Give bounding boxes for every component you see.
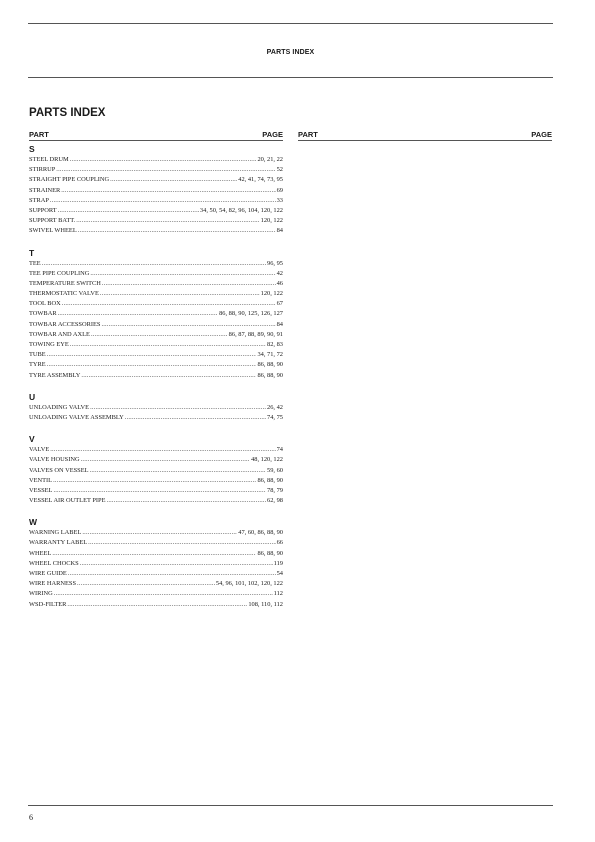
column-header-page: PAGE (262, 130, 283, 139)
index-section (29, 248, 283, 381)
part-name: VALVE HOUSING (29, 456, 80, 464)
section-letter: S (29, 144, 35, 154)
index-entry (29, 589, 283, 599)
page-number: 6 (29, 813, 33, 822)
page-references: 120, 122 (260, 217, 283, 225)
dot-leader (82, 528, 237, 538)
index-entry (29, 279, 283, 289)
part-name: TYRE ASSEMBLY (29, 371, 81, 379)
column-header-right (298, 129, 552, 141)
part-name: SWIVEL WHEEL (29, 227, 77, 235)
dot-leader (61, 186, 275, 196)
part-name: TOWBAR AND AXLE (29, 330, 90, 338)
index-entry (29, 299, 283, 309)
index-entry (29, 403, 283, 413)
part-name: VALVE (29, 446, 50, 454)
part-name: WIRING (29, 590, 53, 598)
dot-leader (110, 175, 237, 185)
part-name: VALVES ON VESSEL (29, 466, 89, 474)
dot-leader (58, 206, 199, 216)
part-name: STIRRUP (29, 166, 56, 174)
index-entry (29, 486, 283, 496)
index-entry (29, 445, 283, 455)
part-name: TEE PIPE COUPLING (29, 269, 90, 277)
part-name: TUBE (29, 351, 46, 359)
index-entry (29, 600, 283, 610)
page-references: 84 (276, 320, 283, 328)
page-references: 62, 98 (267, 497, 283, 505)
page-references: 108, 110, 112 (248, 600, 283, 608)
page-title: PARTS INDEX (29, 107, 106, 119)
dot-leader (50, 445, 275, 455)
page-references: 26, 42 (267, 403, 283, 411)
part-name: TOWBAR (29, 310, 57, 318)
dot-leader (58, 309, 219, 319)
dot-leader (62, 299, 276, 309)
page-references: 96, 95 (267, 259, 283, 267)
header-bottom-rule (28, 77, 553, 78)
index-entry (29, 455, 283, 465)
page-references: 82, 83 (267, 341, 283, 348)
index-entry (29, 269, 283, 279)
part-name: TYRE (29, 361, 46, 369)
index-section (29, 392, 283, 423)
part-name: WIRE GUIDE (29, 570, 67, 577)
page-references: 86, 88, 90, 125, 126, 127 (219, 310, 283, 318)
dot-leader (52, 549, 256, 559)
header-top-rule (28, 23, 553, 24)
index-entry (29, 466, 283, 476)
page-references: 86, 88, 90 (257, 361, 283, 369)
page-references: 86, 88, 90 (257, 371, 283, 379)
part-name: TEE (29, 259, 41, 267)
index-entry (29, 309, 283, 319)
part-name: WARNING LABEL (29, 529, 82, 537)
page-references: 59, 60 (267, 466, 283, 474)
dot-leader (54, 589, 273, 599)
part-name: WHEEL (29, 549, 52, 557)
index-entry (29, 350, 283, 360)
index-entry (29, 259, 283, 269)
section-letter: W (29, 517, 38, 528)
part-name: WHEEL CHOCKS (29, 559, 79, 567)
part-name: VESSEL (29, 486, 53, 494)
index-entry (29, 165, 283, 175)
index-entry (29, 413, 283, 423)
dot-leader (70, 340, 266, 350)
dot-leader (90, 403, 266, 413)
index-entry (29, 155, 283, 165)
page-references: 47, 60, 86, 88, 90 (238, 529, 283, 537)
column-header-part: PART (29, 130, 49, 139)
page-references: 20, 21, 22 (257, 156, 283, 163)
part-name: STRAIGHT PIPE COUPLING (29, 176, 110, 184)
dot-leader (47, 360, 257, 370)
dot-leader (80, 559, 273, 569)
index-section (29, 434, 283, 506)
page-references: 48, 120, 122 (251, 456, 283, 464)
page-references: 34, 50, 54, 82, 96, 104, 120, 122 (199, 206, 283, 214)
column-header-part: PART (298, 130, 318, 139)
page-references: 112 (273, 590, 283, 598)
column-header-page: PAGE (531, 130, 552, 139)
section-letter: T (29, 247, 35, 258)
index-entry (29, 340, 283, 350)
dot-leader (56, 165, 275, 175)
part-name: STRAINER (29, 186, 61, 194)
dot-leader (68, 569, 276, 579)
index-entry (29, 175, 283, 185)
section-letter: U (29, 391, 36, 402)
index-entry (29, 196, 283, 206)
part-name: THERMOSTATIC VALVE (29, 290, 99, 298)
page-references: 69 (276, 186, 283, 194)
page-references: 34, 71, 72 (257, 351, 283, 359)
parts-index-list (29, 144, 283, 621)
dot-leader (107, 496, 267, 506)
dot-leader (77, 579, 215, 589)
page-references: 42 (276, 269, 283, 277)
index-section (29, 517, 283, 610)
page-references: 74 (276, 446, 283, 454)
page-references: 42, 41, 74, 73, 95 (238, 176, 283, 184)
part-name: TOWBAR ACCESSORIES (29, 320, 101, 328)
index-section (29, 144, 283, 237)
index-entry (29, 476, 283, 486)
page-references: 86, 88, 90 (257, 549, 283, 557)
part-name: TEMPERATURE SWITCH (29, 279, 101, 287)
page-references: 33 (276, 196, 283, 204)
page-references: 119 (273, 559, 283, 567)
dot-leader (53, 486, 266, 496)
section-letter: V (29, 434, 35, 445)
index-entry (29, 579, 283, 589)
index-entry (29, 226, 283, 236)
index-entry (29, 186, 283, 196)
part-name: WIRE HARNESS (29, 580, 77, 588)
index-entry (29, 559, 283, 569)
page-references: 74, 75 (267, 413, 283, 421)
page-references: 54 (276, 570, 283, 577)
part-name: TOOL BOX (29, 300, 61, 308)
footer-rule (28, 805, 553, 806)
dot-leader (88, 538, 275, 548)
index-entry (29, 206, 283, 216)
page-references: 84 (276, 227, 283, 235)
index-entry (29, 330, 283, 340)
part-name: WSD-FILTER (29, 600, 67, 608)
dot-leader (100, 289, 260, 299)
index-entry (29, 216, 283, 226)
dot-leader (90, 466, 266, 476)
dot-leader (53, 476, 256, 486)
dot-leader (101, 320, 275, 330)
dot-leader (90, 269, 275, 279)
page-references: 67 (276, 300, 283, 308)
part-name: SUPPORT (29, 206, 57, 214)
dot-leader (76, 216, 259, 226)
page-references: 52 (276, 166, 283, 174)
dot-leader (91, 330, 228, 340)
page-references: 120, 122 (260, 290, 283, 298)
part-name: VENTIL (29, 476, 53, 484)
index-entry (29, 569, 283, 579)
column-header-left (29, 129, 283, 141)
dot-leader (67, 600, 247, 610)
dot-leader (81, 455, 250, 465)
index-entry (29, 320, 283, 330)
part-name: UNLOADING VALVE ASSEMBLY (29, 413, 124, 421)
page-references: 86, 87, 88, 89, 90, 91 (228, 330, 283, 338)
index-entry (29, 371, 283, 381)
part-name: SUPPORT BATT. (29, 217, 76, 225)
dot-leader (78, 226, 276, 236)
page-references: 46 (276, 279, 283, 287)
dot-leader (47, 350, 257, 360)
dot-leader (125, 413, 266, 423)
dot-leader (42, 259, 266, 269)
page-references: 78, 79 (267, 486, 283, 494)
dot-leader (70, 155, 257, 165)
page-references: 54, 96, 101, 102, 120, 122 (215, 580, 283, 588)
part-name: STRAP (29, 196, 49, 204)
dot-leader (81, 371, 256, 381)
index-entry (29, 549, 283, 559)
index-entry (29, 360, 283, 370)
dot-leader (50, 196, 276, 206)
index-entry (29, 496, 283, 506)
index-entry (29, 289, 283, 299)
dot-leader (102, 279, 276, 289)
page-references: 66 (276, 539, 283, 547)
part-name: TOWING EYE (29, 341, 69, 348)
running-header-title: PARTS INDEX (266, 49, 315, 56)
page-references: 86, 88, 90 (257, 476, 283, 484)
part-name: UNLOADING VALVE (29, 403, 90, 411)
part-name: VESSEL AIR OUTLET PIPE (29, 497, 106, 505)
part-name: STEEL DRUM (29, 156, 69, 163)
part-name: WARRANTY LABEL (29, 539, 88, 547)
index-entry (29, 538, 283, 548)
index-entry (29, 528, 283, 538)
